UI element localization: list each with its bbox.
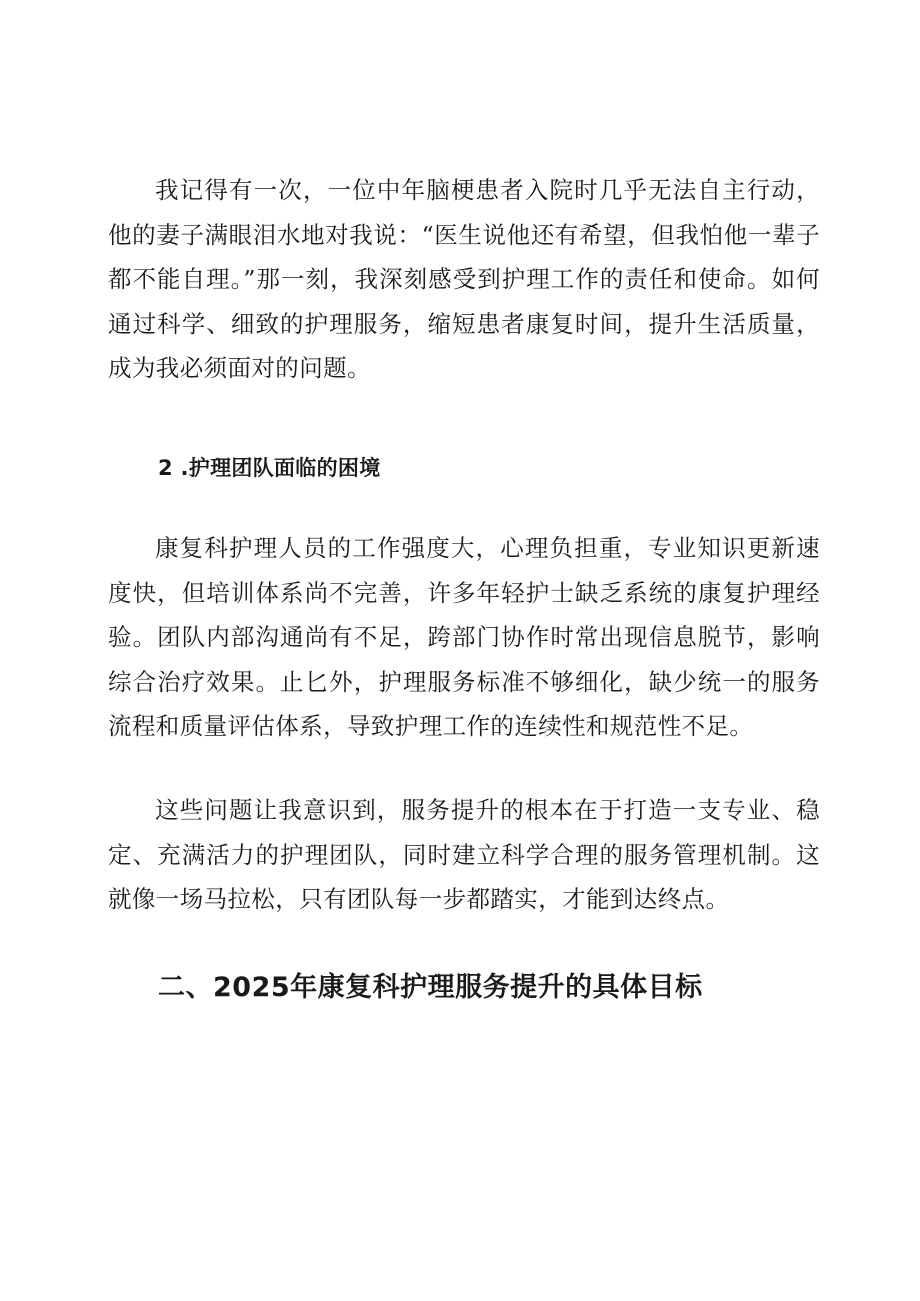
paragraph-team-problems: 康复科护理人员的工作强度大，心理负担重，专业知识更新速度快，但培训体系尚不完善，许多年轻护士缺乏系统的康复护理经验。团队内部沟通尚有不足，跨部门协作时常出现信息脱节，影响综合治疗效果。止匕外，护理服务标准不够细化，缺少统一的服务流程和质量评估体系，导致护理工作的连续性和规范性不足。: [108, 534, 820, 740]
paragraph-reflection: 这些问题让我意识到，服务提升的根本在于打造一支专业、稳定、充满活力的护理团队，同时建立科学合理的服务管理机制。这就像一场马拉松，只有团队每一步都踏实，才能到达终点。: [108, 796, 820, 913]
section-heading-team-difficulties: 2 .护理团队面临的困境: [158, 456, 381, 480]
paragraph-patient-story: 我记得有一次，一位中年脑梗患者入院时几乎无法自主行动，他的妻子满眼泪水地对我说：“医生说他还有希望，但我怕他一辈子都不能自理。”那一刻，我深刻感受到护理工作的责任和使命。如何通过科学、细致的护理服务，缩短患者康复时间，提升生活质量，成为我必须面对的问题。: [108, 176, 820, 382]
chapter-heading-2025-goals: 二、2025年康复科护理服务提升的具体目标: [158, 972, 703, 1003]
document-page: [108, 168, 820, 1003]
